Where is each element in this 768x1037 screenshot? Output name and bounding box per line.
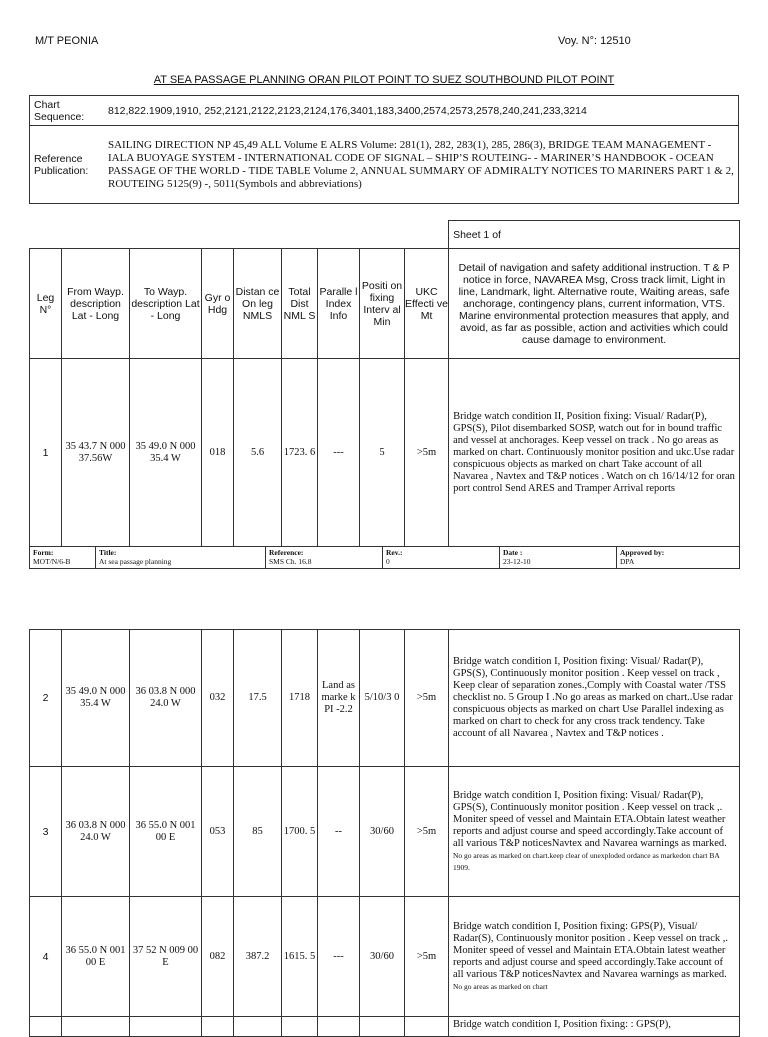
- fixing-interval: 5/10/3 0: [360, 630, 405, 767]
- gyro-heading: 053: [202, 767, 234, 897]
- table-row: [30, 630, 740, 767]
- gyro-heading: 018: [202, 359, 234, 547]
- chart-sequence-value: 812,822.1909,1910, 252,2121,2122,2123,2124,176,3401,183,3400,2574,2573,2578,240,241,233,3214: [104, 96, 739, 126]
- to-waypoint: 35 49.0 N 000 35.4 W: [130, 359, 202, 547]
- footer-reference-label: Reference:: [269, 548, 304, 557]
- footer-rev-value: 0: [386, 557, 390, 566]
- leg-instructions: [449, 897, 740, 1017]
- reference-publication-label: Reference Publication:: [30, 126, 105, 204]
- sheet-number: Sheet 1 of: [449, 221, 740, 249]
- fixing-interval: 30/60: [360, 897, 405, 1017]
- col-header-from: From Wayp. description Lat - Long: [62, 249, 130, 359]
- leg-instructions-note: No go areas as marked on chart.keep clear of unexploded ordance as markedon chart BA 1909.: [453, 850, 720, 872]
- footer-date-label: Date :: [503, 548, 523, 557]
- footer-form-value: MOT/N/6-B: [33, 557, 71, 566]
- fixing-interval: 5: [360, 359, 405, 547]
- vessel-name: M/T PEONIA: [35, 35, 99, 47]
- footer-form: [30, 547, 96, 569]
- leg-distance: 5.6: [234, 359, 282, 547]
- gyro-heading: 032: [202, 630, 234, 767]
- footer-title: [96, 547, 266, 569]
- voyage-number: Voy. N°: 12510: [558, 35, 631, 47]
- table-row: [30, 767, 740, 897]
- table-header-row: [30, 249, 740, 359]
- reference-publication-row: [30, 126, 739, 204]
- leg-number: 2: [30, 630, 62, 767]
- footer-rev-label: Rev.:: [386, 548, 403, 557]
- ukc-value: >5m: [405, 359, 449, 547]
- col-header-leg: Leg N°: [30, 249, 62, 359]
- footer-date-value: 23-12-10: [503, 557, 531, 566]
- fixing-interval: 30/60: [360, 767, 405, 897]
- footer-approved-value: DPA: [620, 557, 635, 566]
- gyro-heading: 082: [202, 897, 234, 1017]
- footer-reference: [266, 547, 383, 569]
- chart-sequence-label: Chart Sequence:: [30, 96, 105, 126]
- leg-distance: 85: [234, 767, 282, 897]
- col-header-total: Total Dist NML S: [282, 249, 318, 359]
- leg-distance: 387.2: [234, 897, 282, 1017]
- from-waypoint: 36 03.8 N 000 24.0 W: [62, 767, 130, 897]
- footer-date: [500, 547, 617, 569]
- passage-plan-table-page1: [29, 220, 740, 547]
- to-waypoint: 36 55.0 N 001 00 E: [130, 767, 202, 897]
- chart-sequence-row: [30, 96, 739, 126]
- col-header-fixing: Positi on fixing Interv al Min: [360, 249, 405, 359]
- footer-form-label: Form:: [33, 548, 54, 557]
- total-distance: 1615. 5: [282, 897, 318, 1017]
- total-distance: 1700. 5: [282, 767, 318, 897]
- from-waypoint: 36 55.0 N 001 00 E: [62, 897, 130, 1017]
- footer-reference-value: SMS Ch. 16.8: [269, 557, 312, 566]
- leg-instructions: Bridge watch condition I, Position fixing: : GPS(P),: [449, 1017, 740, 1037]
- leg-instructions-main: Bridge watch condition I, Position fixing: Visual/ Radar(P), GPS(S), Continuously monitor position . Keep vessel on track ,. Moniter speed of vessel and Maintain ETA.Obtain latest weather reports and adjust course and speed accordingly.Take account of all various T&P noticesNavtex and Navarea warnings as marked.: [453, 789, 727, 849]
- footer-rev: [383, 547, 500, 569]
- leg-distance: 17.5: [234, 630, 282, 767]
- table-row: [30, 359, 740, 547]
- parallel-index: ---: [318, 897, 360, 1017]
- reference-publication-value: SAILING DIRECTION NP 45,49 ALL Volume E ALRS Volume: 281(1), 282, 283(1), 285, 286(3), BRIDGE TEAM MANAGEMENT - IALA BUOYAGE SYSTEM - INTERNATIONAL CODE OF SIGNAL – SHIP’S ROUTEING- - MARINER’S HANDBOOK - OCEAN PASSAGE OF THE WORLD - TIDE TABLE Volume 2, ANNUAL SUMMARY OF ADMIRALTY NOTICES TO MARINERS PART 1 & 2, ROUTEING 5125(9) -, 5011(Symbols and abbreviations): [104, 126, 739, 204]
- passage-plan-table-page2: [29, 629, 740, 1037]
- leg-number: 3: [30, 767, 62, 897]
- from-waypoint: 35 43.7 N 000 37.56W: [62, 359, 130, 547]
- leg-instructions: Bridge watch condition I, Position fixing: Visual/ Radar(P), GPS(S), Continuously monitor position . Keep vessel on track , Keep clear of separation zones.,Comply with Coastal water /TSS checklist no. 5 Group I .No go areas as marked on chart..Use radar conspicuous objects as marked on chart Use Parallel indexing as marked on chart to check for any cross track tendency. Take account of all Navarea , Navtex and T&P notices .: [449, 630, 740, 767]
- parallel-index: Land as marke k PI -2.2: [318, 630, 360, 767]
- col-header-distance: Distan ce On leg NMLS: [234, 249, 282, 359]
- ukc-value: >5m: [405, 897, 449, 1017]
- col-header-detail: Detail of navigation and safety additional instruction. T & P notice in force, NAVAREA Msg, Cross track limit, Light in line, Landmark, light. Alternative route, Waiting areas, safe anchorage, contingency plans, current information, VTS. Marine environmental protection measures that apply, and avoid, as far as possible, action and activities which could cause damage to environment.: [449, 249, 740, 359]
- table-row: [30, 897, 740, 1017]
- ukc-value: >5m: [405, 630, 449, 767]
- footer-title-value: At sea passage planning: [99, 557, 172, 566]
- leg-instructions-main: Bridge watch condition I, Position fixing: GPS(P), Visual/ Radar(S), Continuously monitor position . Keep vessel on track ,. Moniter speed of vessel and Maintain ETA.Obtain latest weather reports and adjust course and speed accordingly.Take account of all various T&P noticesNavtex and Navarea warnings as marked.: [453, 920, 729, 980]
- footer-approved: [617, 547, 740, 569]
- leg-instructions: [449, 767, 740, 897]
- to-waypoint: 36 03.8 N 000 24.0 W: [130, 630, 202, 767]
- reference-box: [29, 95, 739, 204]
- col-header-gyro: Gyr o Hdg: [202, 249, 234, 359]
- leg-number: 4: [30, 897, 62, 1017]
- parallel-index: --: [318, 767, 360, 897]
- total-distance: 1723. 6: [282, 359, 318, 547]
- document-title: AT SEA PASSAGE PLANNING ORAN PILOT POINT TO SUEZ SOUTHBOUND PILOT POINT: [153, 74, 615, 86]
- footer-approved-label: Approved by:: [620, 548, 665, 557]
- table-row-partial: [30, 1017, 740, 1037]
- leg-number: 1: [30, 359, 62, 547]
- form-footer: [29, 546, 740, 569]
- footer-title-label: Title:: [99, 548, 117, 557]
- leg-instructions: Bridge watch condition II, Position fixing: Visual/ Radar(P), GPS(S), Pilot disembarked SOSP, watch out for in bound traffic and vessel at anchorages. Keep vessel on track . No go areas as marked on chart. Continuously monitor position and ukc.Use radar conspicuous objects as marked on chart Take account of all Navarea , Navtex and T&P notices . Watch on ch 16/14/12 for oran port control Send ARES and Tramper Arrival reports: [449, 359, 740, 547]
- total-distance: 1718: [282, 630, 318, 767]
- to-waypoint: 37 52 N 009 00 E: [130, 897, 202, 1017]
- from-waypoint: 35 49.0 N 000 35.4 W: [62, 630, 130, 767]
- col-header-parallel: Paralle l Index Info: [318, 249, 360, 359]
- col-header-to: To Wayp. description Lat - Long: [130, 249, 202, 359]
- parallel-index: ---: [318, 359, 360, 547]
- ukc-value: >5m: [405, 767, 449, 897]
- leg-instructions-note: No go areas as marked on chart: [453, 981, 548, 991]
- col-header-ukc: UKC Effecti ve Mt: [405, 249, 449, 359]
